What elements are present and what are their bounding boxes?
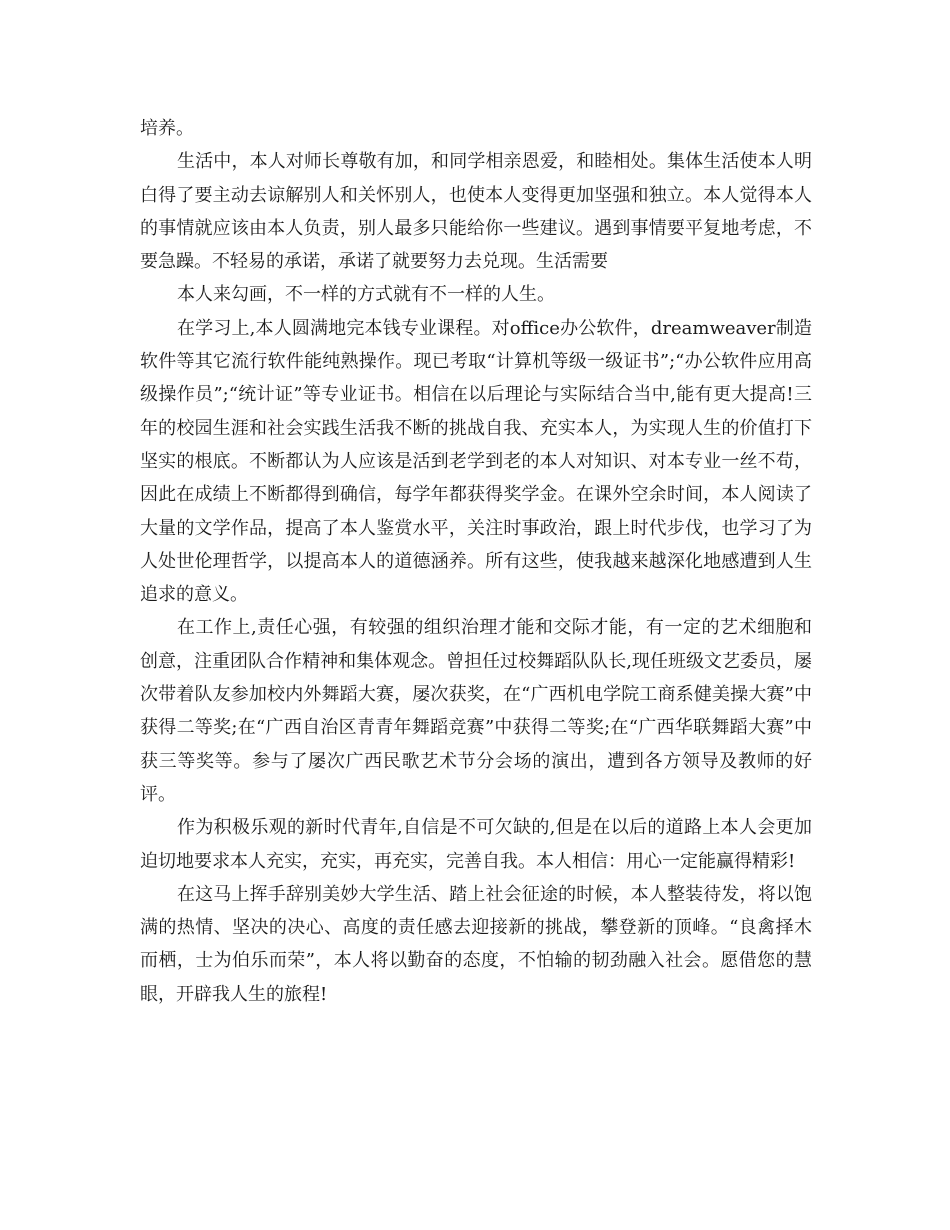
paragraph-7: 在这马上挥手辞别美妙大学生活、踏上社会征途的时候，本人整装待发，将以饱满的热情、坚决的决心、高度的责任感去迎接新的挑战，攀登新的顶峰。“良禽择木而栖，士为伯乐而荣”，本人将以勤奋的态度，不怕输的韧劲融入社会。愿借您的慧眼，开辟我人生的旅程! (140, 883, 812, 1005)
paragraph-2: 生活中，本人对师长尊敬有加，和同学相亲恩爱，和睦相处。集体生活使本人明白得了要主动去谅解别人和关怀别人，也使本人变得更加坚强和独立。本人觉得本人的事情就应该由本人负责，别人最多只能给你一些建议。遇到事情要平复地考虑，不要急躁。不轻易的承诺，承诺了就要努力去兑现。生活需要 (140, 151, 812, 273)
document-body (140, 112, 812, 1011)
paragraph-3: 本人来勾画，不一样的方式就有不一样的人生。 (177, 284, 555, 306)
paragraph-6: 作为积极乐观的新时代青年,自信是不可欠缺的,但是在以后的道路上本人会更加迫切地要求本人充实，充实，再充实，完善自我。本人相信：用心一定能赢得精彩! (140, 817, 812, 872)
paragraph-1: 培养。 (140, 118, 194, 139)
paragraph-5: 在工作上,责任心强，有较强的组织治理才能和交际才能，有一定的艺术细胞和创意，注重团队合作精神和集体观念。曾担任过校舞蹈队队长,现任班级文艺委员，屡次带着队友参加校内外舞蹈大赛，屡次获奖，在“广西机电学院工商系健美操大赛”中获得二等奖;在“广西自治区青青年舞蹈竞赛”中获得二等奖;在“广西华联舞蹈大赛”中获三等奖等。参与了屡次广西民歌艺术节分会场的演出，遭到各方领导及教师的好评。 (140, 617, 812, 805)
paragraph-4: 在学习上,本人圆满地完本钱专业课程。对office办公软件，dreamweaver制造软件等其它流行软件能纯熟操作。现已考取“计算机等级一级证书”;“办公软件应用高级操作员”;“统计证”等专业证书。相信在以后理论与实际结合当中,能有更大提高!三年的校园生涯和社会实践生活我不断的挑战自我、充实本人，为实现人生的价值打下坚实的根底。不断都认为人应该是活到老学到老的本人对知识、对本专业一丝不苟，因此在成绩上不断都得到确信，每学年都获得奖学金。在课外空余时间，本人阅读了大量的文学作品，提高了本人鉴赏水平，关注时事政治，跟上时代步伐，也学习了为人处世伦理哲学，以提高本人的道德涵养。所有这些，使我越来越深化地感遭到人生追求的意义。 (140, 317, 812, 606)
